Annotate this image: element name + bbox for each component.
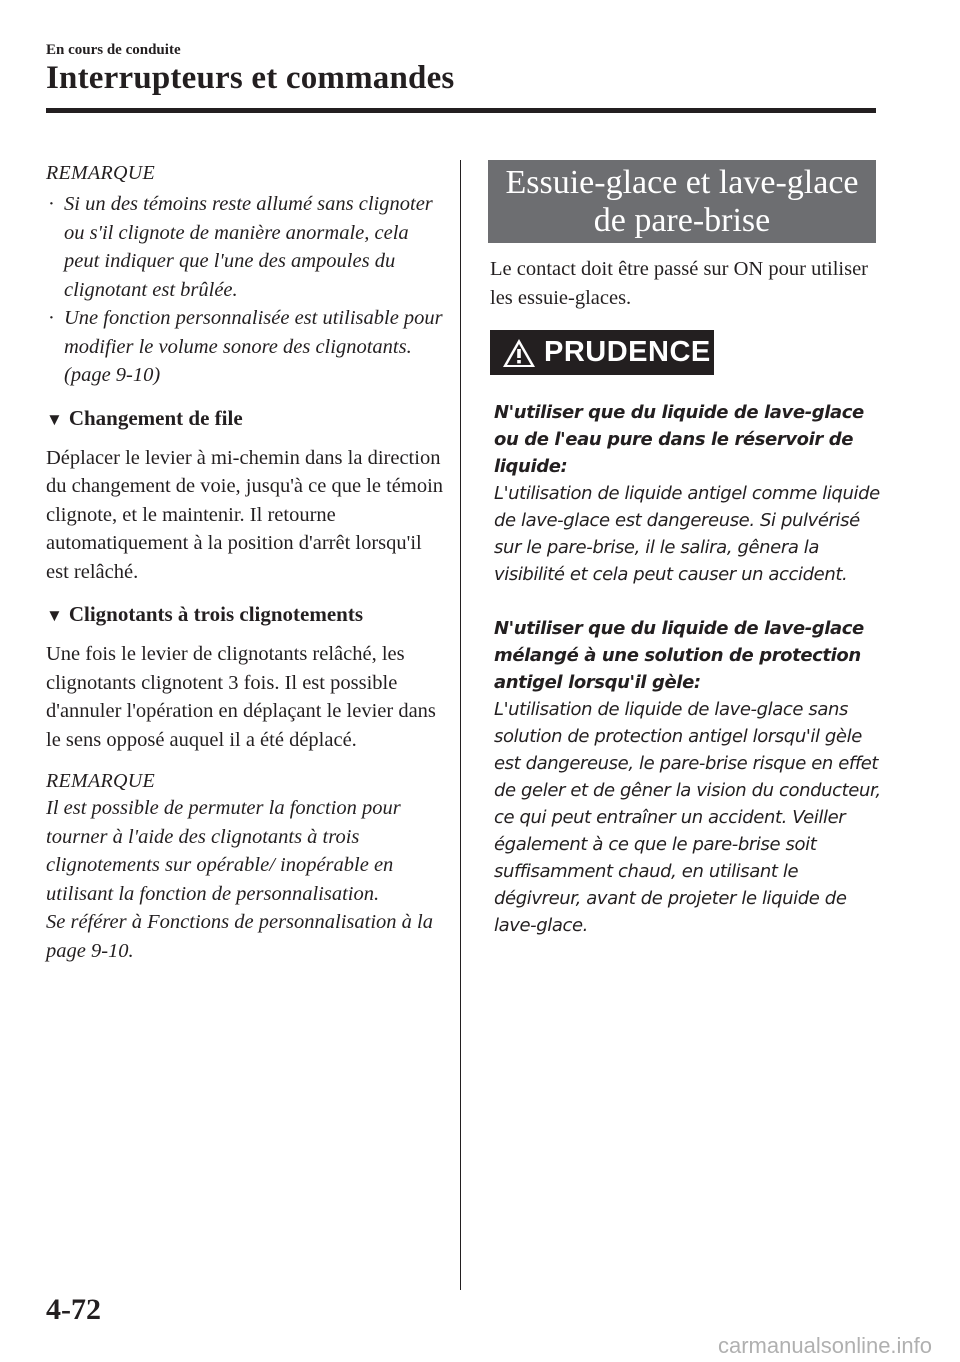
- caution-body: L'utilisation de liquide de lave-glace sans solution de protection antigel lorsqu'il gèle est dangereuse, le pare-brise risque en effet de geler et de gêner la vision du conducteur, ce qui peut entraîner un accident. Veiller également à ce que le pare-brise soit suffisamment chaud, en utilisant le dégivreur, avant de projeter le liquide de lave-glace.: [494, 699, 881, 936]
- note-bullet: [46, 304, 446, 390]
- caution-heading: N'utiliser que du liquide de lave-glace mélangé à une solution de protection antigel lorsqu'il gèle:: [494, 618, 864, 693]
- intro-paragraph: Le contact doit être passé sur ON pour utiliser les essuie-glaces.: [490, 258, 868, 309]
- caution-block: [494, 399, 884, 588]
- caution-body: L'utilisation de liquide antigel comme liquide de lave-glace est dangereuse. Si pulvérisé sur le pare-brise, il le salira, gênera la visibilité et cela peut causer un accident.: [494, 483, 880, 585]
- subheading-triple-flash: [46, 600, 446, 630]
- caution-block: [494, 615, 884, 939]
- section-title-box: [488, 160, 876, 243]
- watermark: carmanualsonline.info: [718, 1333, 933, 1358]
- prudence-badge: [490, 330, 714, 375]
- lane-change-paragraph: Déplacer le levier à mi-chemin dans la direction du changement de voie, jusqu'à ce que le témoin clignote, et le maintenir. Il retourne automatiquement à la position d'arrêt lorsqu'il est relâché.: [46, 446, 444, 583]
- caution-heading: N'utiliser que du liquide de lave-glace ou de l'eau pure dans le réservoir de liquide:: [494, 402, 864, 477]
- section-title-line: de pare-brise: [593, 202, 771, 239]
- note-bullet-text: Une fonction personnalisée est utilisable pour modifier le volume sonore des clignotants. (page 9-10): [64, 307, 443, 386]
- section-title-line: Essuie-glace et lave-glace: [505, 164, 859, 201]
- note-text: Se référer à Fonctions de personnalisation à la page 9-10.: [46, 911, 433, 962]
- note-title: REMARQUE: [46, 162, 156, 184]
- triangle-down-icon: ▼: [46, 409, 63, 429]
- page-title: Interrupteurs et commandes: [46, 60, 455, 96]
- caution-section: [494, 399, 884, 939]
- header-rule: [46, 108, 876, 113]
- right-column: [488, 160, 881, 966]
- left-column: [46, 160, 446, 965]
- note-bullet-text: Si un des témoins reste allumé sans clignoter ou s'il clignote de manière anormale, cela peut indiquer que l'une des ampoules du clignotant est brûlée.: [64, 193, 433, 301]
- warning-triangle-icon: [502, 337, 536, 369]
- note-title: REMARQUE: [46, 770, 156, 792]
- section-label: En cours de conduite: [46, 42, 181, 58]
- page-number: 4-72: [46, 1293, 101, 1326]
- bullet-dot-icon: ·: [48, 307, 55, 329]
- column-divider: [460, 160, 461, 1290]
- subheading-lane-change: [46, 404, 446, 434]
- triangle-down-icon: ▼: [46, 606, 63, 625]
- note-text: Il est possible de permuter la fonction pour tourner à l'aide des clignotants à trois clignotements sur opérable/ inopérable en utilisant la fonction de personnalisation.: [46, 797, 401, 905]
- subheading-text: Clignotants à trois clignotements: [68, 602, 364, 626]
- triple-flash-paragraph: Une fois le levier de clignotants relâché, les clignotants clignotent 3 fois. Il est possible d'annuler l'opération en déplaçant le levier dans le sens opposé auquel il a été déplacé.: [46, 643, 436, 751]
- subheading-text: Changement de file: [68, 405, 243, 430]
- bullet-dot-icon: ·: [48, 193, 55, 215]
- note-bullet: [46, 190, 446, 304]
- prudence-label: PRUDENCE: [544, 336, 711, 368]
